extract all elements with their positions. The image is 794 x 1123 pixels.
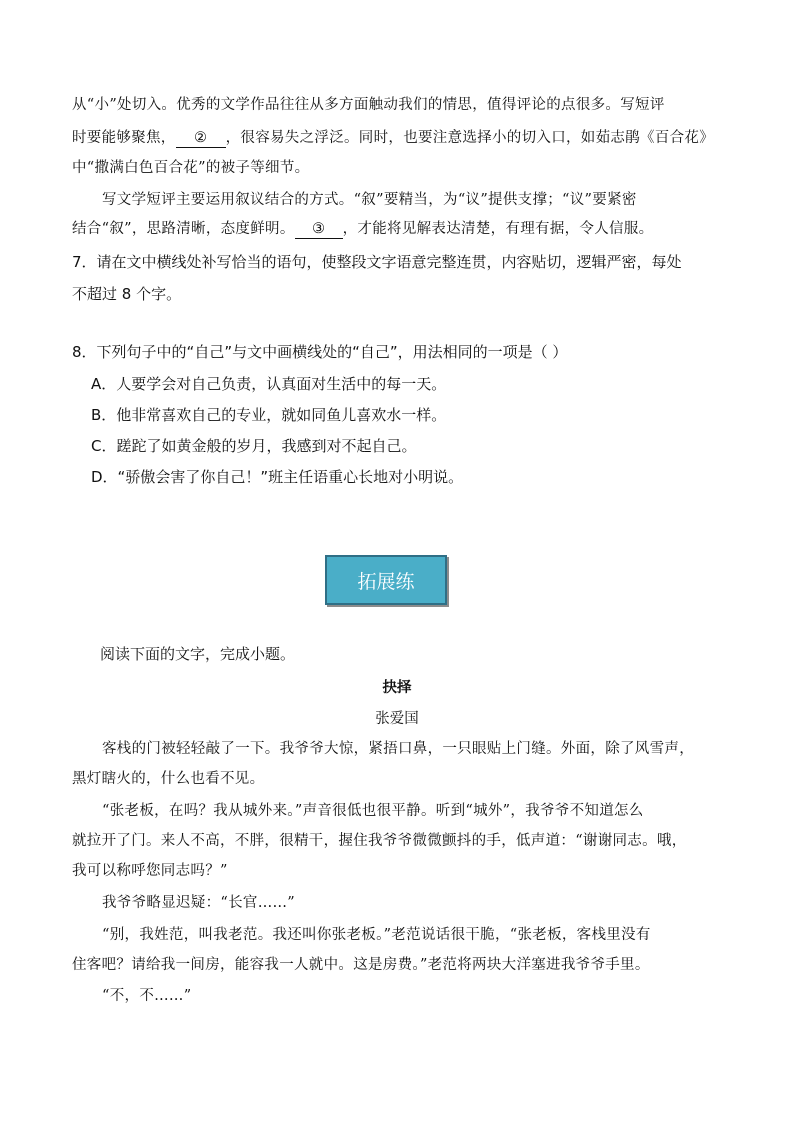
- reading-instruction: 阅读下面的文字，完成小题。: [100, 645, 296, 663]
- passage-text: ，很容易失之浮泛。同时，也要注意选择小的切入口，如茹志鹃《百合花》: [225, 130, 715, 146]
- passage-line: [72, 128, 714, 148]
- story-line: 就拉开了门。来人不高，不胖，很精干，握住我爷爷微微颤抖的手，低声道：“谢谢同志。哦，: [72, 833, 687, 849]
- passage-text: 时要能够聚焦，: [72, 130, 176, 146]
- story-line: “别，我姓范，叫我老范。我还叫你张老板。”老范说话很干脆，“张老板，客栈里没有: [102, 927, 651, 943]
- question-8-stem: 8．下列句子中的“自己”与文中画横线处的“自己”，用法相同的一项是（ ）: [72, 343, 568, 361]
- passage-line: 中“撒满白色百合花”的被子等细节。: [72, 160, 310, 176]
- story-line: 住客吧？请给我一间房，能容我一人就中。这是房费。”老范将两块大洋塞进我爷爷手里。: [72, 957, 650, 973]
- option-c: C．蹉跎了如黄金般的岁月，我感到对不起自己。: [91, 437, 417, 455]
- story-line: 我爷爷略显迟疑：“长官……”: [102, 895, 296, 911]
- option-b: B．他非常喜欢自己的专业，就如同鱼儿喜欢水一样。: [91, 406, 447, 424]
- option-a: A．人要学会对自己负责，认真面对生活中的每一天。: [91, 375, 447, 393]
- story-line: 黑灯瞎火的，什么也看不见。: [72, 771, 265, 787]
- extension-practice-banner: 拓展练: [325, 555, 447, 605]
- story-author: 张爱国: [375, 711, 419, 727]
- question-7-line: 不超过 8 个字。: [72, 285, 182, 303]
- passage-text: 结合“叙”，思路清晰，态度鲜明。: [72, 221, 295, 237]
- story-line: “不，不……”: [102, 988, 192, 1004]
- passage-text: ，才能将见解表达清楚，有理有据，令人信服。: [342, 221, 654, 237]
- story-title: 抉择: [382, 679, 412, 696]
- passage-line: 从“小”处切入。优秀的文学作品往往从多方面触动我们的情思，值得评论的点很多。写短评: [72, 97, 665, 113]
- blank-2: ②: [176, 129, 226, 148]
- story-line: 我可以称呼您同志吗？”: [72, 863, 228, 879]
- story-line: “张老板，在吗？我从城外来。”声音很低也很平静。听到“城外”，我爷爷不知道怎么: [102, 803, 644, 819]
- question-7-line: 7．请在文中横线处补写恰当的语句，使整段文字语意完整连贯，内容贴切，逻辑严密，每处: [72, 253, 682, 271]
- option-d: D．“骄傲会害了你自己！”班主任语重心长地对小明说。: [91, 468, 464, 486]
- blank-3: ③: [295, 220, 343, 239]
- story-line: 客栈的门被轻轻敲了一下。我爷爷大惊，紧捂口鼻，一只眼贴上门缝。外面，除了风雪声，: [102, 741, 694, 757]
- passage-line: 写文学短评主要运用叙议结合的方式。“叙”要精当，为“议”提供支撑；“议”要紧密: [102, 192, 637, 208]
- passage-line: [72, 219, 653, 239]
